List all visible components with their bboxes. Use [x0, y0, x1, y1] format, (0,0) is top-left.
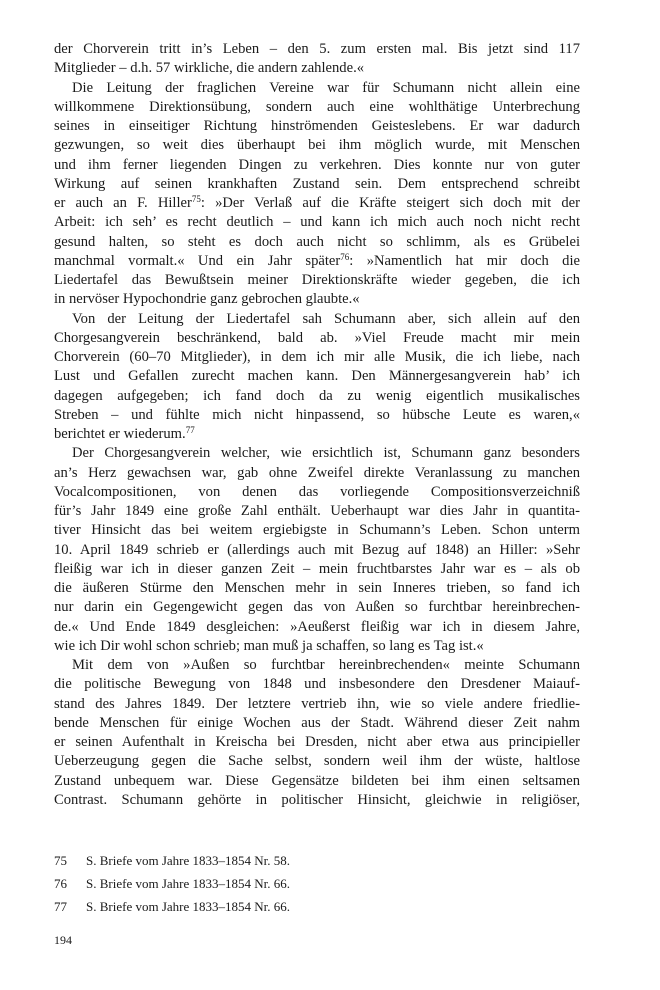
- text-line: Lust und Gefallen zurecht machen kann. Den Männergesangverein hab’ ich: [54, 368, 580, 385]
- footnote-number: 75: [54, 853, 67, 868]
- paragraph: [54, 79, 580, 310]
- paragraph: [54, 444, 580, 656]
- text-line: an’s Herz gewachsen war, gab ohne Zweifel direkte Veranlassung zu manchen: [54, 464, 580, 481]
- text-line: willkommene Direktionsübung, sondern auch eine wohlthätige Unterbrechung: [54, 98, 580, 115]
- text-line: er seinen Aufenthalt in Kreischa bei Dresden, nicht aber etwa aus principieller: [54, 734, 580, 750]
- text-line: stand des Jahres 1849. Der letztere vertrieb ihn, wie so viele andere friedlie-: [54, 695, 580, 712]
- text-line: Wirkung auf seinen krankhaften Zustand sein. Dem entsprechend schreibt: [54, 175, 580, 192]
- text-line: Contrast. Schumann gehörte in politischer Hinsicht, gleichwie in religiöser,: [54, 791, 580, 808]
- footnote-text: S. Briefe vom Jahre 1833–1854 Nr. 66.: [86, 875, 291, 891]
- footnote: [54, 850, 580, 873]
- text-line: Ueberzeugung gegen die Sache selbst, sondern weil ihm der wüste, haltlose: [54, 753, 580, 770]
- text-line: Der Chorgesangverein welcher, wie ersichtlich ist, Schumann ganz besonders: [72, 445, 580, 462]
- text-line: manchmal vormalt.« Und ein Jahr später$^{76}$: »Namentlich hat mir doch die: [54, 251, 581, 269]
- footnote-reference: 76: [340, 251, 350, 262]
- text-line: in nervöser Hypochondrie ganz gebrochen glaubte.«: [54, 291, 360, 308]
- footnote-number: 77: [54, 898, 67, 914]
- paragraph: [54, 40, 580, 79]
- text-line: Die Leitung der fraglichen Vereine war für Schumann nicht allein eine: [72, 79, 580, 96]
- text-line: Chorgesangverein beschränkend, bald ab. »Viel Freude macht mir mein: [54, 329, 580, 346]
- text-line: wie ich Dir wohl schon schrieb; man muß ja schaffen, so lang es Tag ist.«: [54, 637, 484, 654]
- footnote: [54, 873, 580, 896]
- text-line: Chorverein (60–70 Mitglieder), in dem ich mir alle Musik, die ich liebe, nach: [54, 349, 580, 365]
- text-line: Arbeit: ich seh’ es recht deutlich – und kann ich mich auch noch nicht recht: [54, 214, 580, 231]
- text-line: Zustand unbequem war. Diese Gegensätze bildeten bei ihm einen seltsamen: [54, 772, 580, 789]
- paragraph: [54, 656, 580, 810]
- page-number: 194: [54, 933, 72, 947]
- footnote-text: S. Briefe vom Jahre 1833–1854 Nr. 58.: [86, 853, 291, 868]
- text-line: er auch an F. Hiller$^{75}$: »Der Verlaß auf die Kräfte steigert sich doch mit der: [54, 194, 581, 211]
- text-line: berichtet er wiederum.$^{77}$: [54, 425, 195, 442]
- text-line: Mitglieder – d.h. 57 wirkliche, die andern zahlende.«: [54, 60, 365, 77]
- text-line: Mit dem von »Außen so furchtbar hereinbrechenden« meinte Schumann: [72, 657, 580, 673]
- text-line: dagegen aufgegeben; ich fand doch da zu wenig eigentlich musikalisches: [54, 387, 580, 404]
- text-line: der Chorverein tritt in’s Leben – den 5. zum ersten mal. Bis jetzt sind 117: [54, 41, 580, 57]
- text-line: die äußeren Stürme den Menschen mehr in sein Inneres trieben, so fand ich: [54, 580, 580, 596]
- text-line: für’s Jahr 1849 eine große Zahl enthält. Ueberhaupt war dies Jahr in quantita-: [54, 503, 580, 519]
- text-line: seines in einseitiger Richtung hinströmenden Geisteslebens. Er war dadurch: [54, 118, 580, 134]
- text-line: fleißig war ich in dieser ganzen Zeit – mein fruchtbarstes Jahr war es – als ob: [54, 560, 580, 577]
- text-line: Von der Leitung der Liedertafel sah Schumann aber, sich allein auf den: [72, 310, 580, 327]
- footnote-reference: 75: [191, 194, 201, 204]
- text-line: bende Menschen für einige Wochen aus der Stadt. Während dieser Zeit nahm: [54, 714, 580, 731]
- paragraph: [54, 310, 580, 445]
- text-line: gesund halten, so steht es doch auch nicht so schlimm, als es Grübelei: [54, 233, 580, 250]
- footnote-number: 76: [54, 875, 67, 891]
- body-text: [54, 40, 580, 810]
- text-line: 10. April 1849 schrieb er (allerdings auch mit Bezug auf 1848) an Hiller: »Sehr: [54, 541, 580, 558]
- text-line: tiver Hinsicht das bei weitem ergiebigste in Schumann’s Leben. Schon unterm: [54, 522, 580, 539]
- text-line: Liedertafel das Bewußtsein meiner Direktionskräfte wieder gegeben, die ich: [54, 272, 580, 288]
- footnote-text: S. Briefe vom Jahre 1833–1854 Nr. 66.: [86, 898, 291, 914]
- footnote-reference: 77: [185, 425, 195, 435]
- text-line: und ihm ferner liegenden Dingen zu verkehren. Dies konnte nur von guter: [54, 156, 580, 173]
- text-line: de.« Und Ende 1849 desgleichen: »Aeußerst fleißig war ich in diesem Jahre,: [54, 618, 580, 635]
- text-line: gezwungen, so weit dies überhaupt bei ihm möglich wurde, mit Menschen: [54, 137, 580, 154]
- text-line: Vocalcompositionen, von denen das vorliegende Compositionsverzeichniß: [54, 483, 580, 500]
- footnote: [54, 896, 580, 919]
- text-line: nur darin ein Gegengewicht gegen das von Außen so furchtbar hereinbrechen-: [54, 599, 580, 616]
- text-line: die politische Bewegung von 1848 und insbesondere den Dresdener Maiauf-: [54, 676, 580, 693]
- footnotes: [54, 850, 580, 918]
- text-line: Streben – und fühlte mich nicht hinpassend, so hübsche Leute es waren,«: [54, 406, 580, 423]
